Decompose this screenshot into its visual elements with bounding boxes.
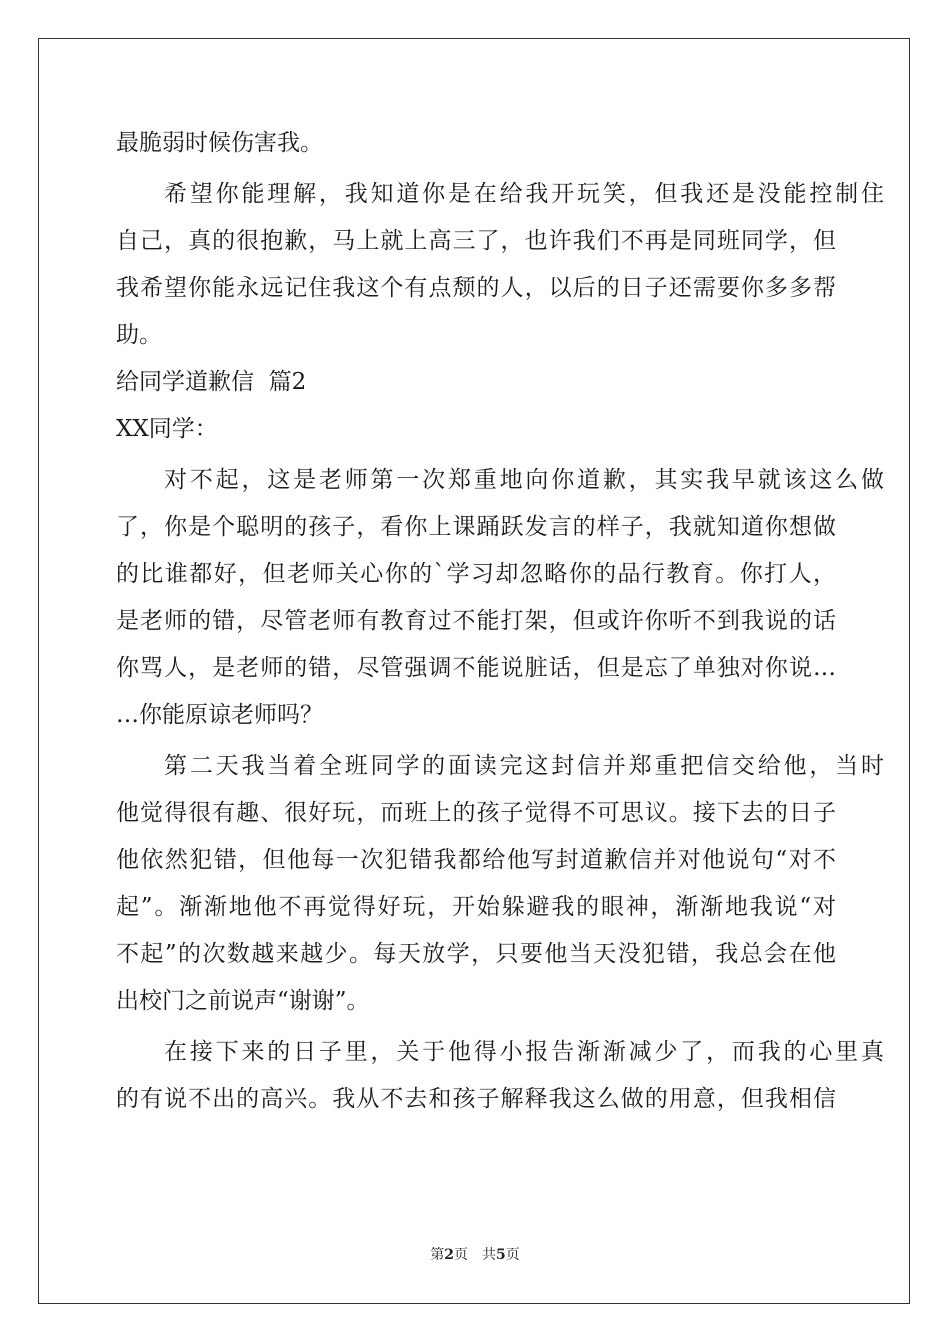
paragraph-line: 在接下来的日子里，关于他得小报告渐渐减少了，而我的心里真 (164, 1039, 884, 1065)
paragraph-line: 出校门之前说声“谢谢”。 (116, 988, 370, 1014)
paragraph-line: 他觉得很有趣、很好玩，而班上的孩子觉得不可思议。接下去的日子 (116, 800, 836, 826)
paragraph-line: 了，你是个聪明的孩子，看你上课踊跃发言的样子，我就知道你想做 (116, 514, 836, 540)
paragraph-line: …你能原谅老师吗？ (116, 702, 323, 728)
page-total-suffix: 页 (505, 1247, 520, 1263)
paragraph-line: 第二天我当着全班同学的面读完这封信并郑重把信交给他，当时 (164, 753, 884, 779)
paragraph-line: 自己，真的很抱歉，马上就上高三了，也许我们不再是同班同学，但 (116, 228, 836, 254)
section-heading: 给同学道歉信 篇2 (116, 369, 307, 395)
paragraph-line: 他依然犯错，但他每一次犯错我都给他写封道歉信并对他说句“对不 (116, 847, 836, 873)
paragraph-line: 的比谁都好，但老师关心你的`学习却忽略你的品行教育。你打人， (116, 561, 836, 587)
paragraph-line: 希望你能理解，我知道你是在给我开玩笑，但我还是没能控制住 (164, 181, 884, 207)
paragraph-line: 是老师的错，尽管老师有教育过不能打架，但或许你听不到我说的话 (116, 608, 836, 634)
page-number-prefix: 第 (430, 1247, 445, 1263)
paragraph-line: 对不起，这是老师第一次郑重地向你道歉，其实我早就该这么做 (164, 467, 884, 493)
paragraph-line: 助。 (116, 322, 162, 348)
page-number: 2 (444, 1247, 454, 1263)
paragraph-line: 不起”的次数越来越少。每天放学，只要他当天没犯错，我总会在他 (116, 941, 836, 967)
paragraph-line: 我希望你能永远记住我这个有点颓的人，以后的日子还需要你多多帮 (116, 275, 836, 301)
page-footer (0, 1246, 950, 1264)
paragraph-line: 你骂人，是老师的错，尽管强调不能说脏话，但是忘了单独对你说… (116, 655, 836, 681)
paragraph-line: 的有说不出的高兴。我从不去和孩子解释我这么做的用意，但我相信 (116, 1086, 836, 1112)
salutation: XX同学： (116, 416, 218, 442)
document-body (116, 128, 884, 1114)
page-total-prefix: 共 (482, 1247, 496, 1263)
paragraph-line: 起”。渐渐地他不再觉得好玩，开始躲避我的眼神，渐渐地我说“对 (116, 894, 836, 920)
page-number-suffix: 页 (454, 1247, 468, 1263)
text-line: 最脆弱时候伤害我。 (116, 130, 323, 156)
page-total: 5 (496, 1247, 506, 1263)
